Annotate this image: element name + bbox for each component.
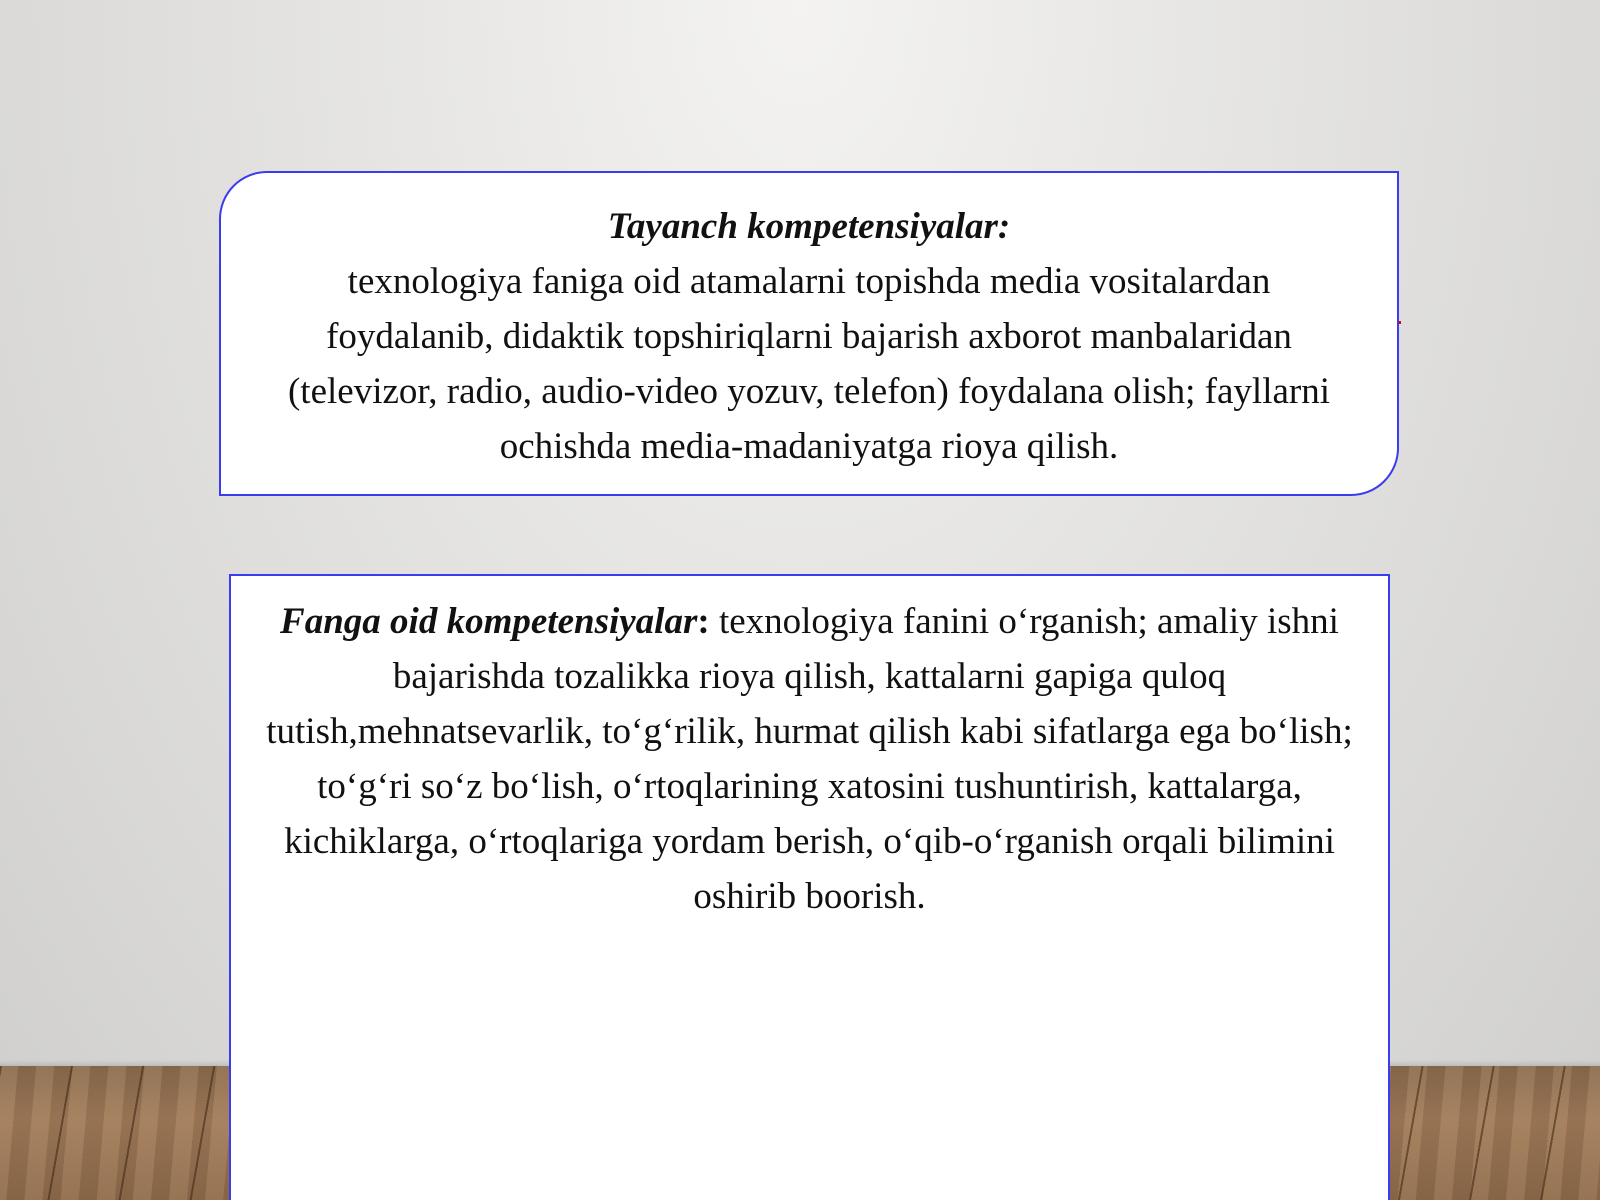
fanga-oid-body: texnologiya fanini o‘rganish; amaliy ishni bajarishda tozalikka rioya qilish, kattalarni gapiga quloq tutish,mehnatsevarlik, to‘g‘rilik, hurmat qilish kabi sifatlarga ega bo‘lish; to‘g‘ri so‘z bo‘lish, o‘rtoqlarining xatosini tushuntirish, kattalarga, kichiklarga, o‘rtoqlariga yordam berish, o‘qib-o‘rganish orqali bilimini oshirib boorish.: [266, 601, 1353, 917]
corner-marker: [1398, 321, 1401, 324]
fanga-oid-kompetensiyalar-box: [229, 574, 1390, 1200]
tayanch-kompetensiyalar-box: [219, 171, 1399, 496]
tayanch-heading: Tayanch kompetensiyalar:: [607, 206, 1011, 247]
fanga-oid-heading: Fanga oid kompetensiyalar: [280, 601, 698, 642]
tayanch-body: texnologiya faniga oid atamalarni topishda media vositalardan foydalanib, didaktik topshiriqlarni bajarish axborot manbalaridan (televizor, radio, audio-video yozuv, telefon) foydalana olish; fayllarni ochishda media-madaniyatga rioya qilish.: [287, 261, 1331, 467]
fanga-oid-colon: :: [697, 601, 710, 642]
